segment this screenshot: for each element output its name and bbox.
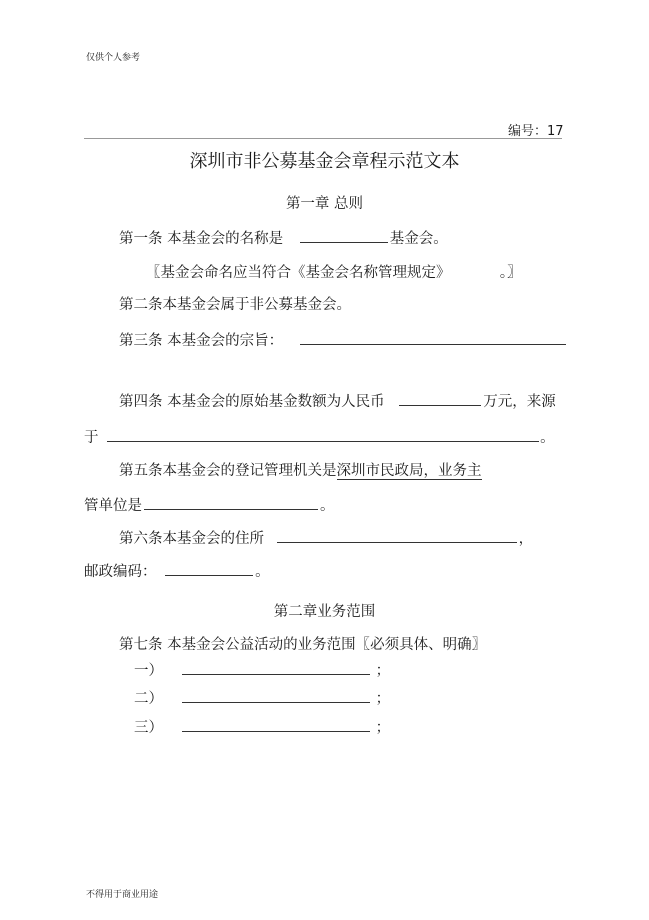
article-1-note-end: 。〗 — [499, 265, 522, 281]
article-1-note — [146, 261, 521, 282]
business-scope-item-suffix: ； — [375, 691, 391, 707]
article-1-prefix: 第一条 本基金会的名称是 — [119, 231, 284, 247]
article-6-line2-suffix: 。 — [255, 564, 270, 580]
article-4-line2 — [84, 426, 555, 447]
chapter2-heading: 第二章业务范围 — [273, 604, 376, 620]
article-5-line2-prefix: 管单位是 — [84, 498, 142, 514]
footer-note: 不得用于商业用途 — [86, 890, 159, 900]
article-4-prefix: 第四条 本基金会的原始基金数额为人民币 — [119, 394, 385, 410]
article-5-line2 — [84, 494, 335, 515]
foundation-name-blank[interactable] — [300, 228, 388, 243]
business-scope-item-label: 一） — [134, 663, 163, 679]
header-divider — [84, 138, 562, 139]
supervisory-unit-blank[interactable] — [144, 495, 318, 510]
fund-source-blank[interactable] — [107, 427, 539, 442]
article-4-line2-prefix: 于 — [84, 430, 99, 446]
serial-number: 编号：17 — [508, 124, 564, 139]
business-scope-item — [134, 716, 390, 737]
purpose-blank[interactable] — [300, 330, 566, 345]
article-2: 第二条本基金会属于非公募基金会。 — [119, 297, 351, 313]
business-scope-item-label: 二） — [134, 691, 163, 707]
registration-authority: 深圳市民政局，业务主 — [336, 463, 482, 479]
article-6-line2 — [84, 560, 270, 581]
article-6-line2-prefix: 邮政编码： — [84, 564, 157, 580]
article-1-suffix: 基金会。 — [389, 231, 448, 247]
chapter1-heading: 第一章 总则 — [285, 196, 364, 212]
business-scope-item-suffix: ； — [375, 720, 391, 736]
document-title: 深圳市非公募基金会章程示范文本 — [189, 151, 460, 172]
business-scope-item — [134, 687, 390, 708]
article-4-line2-suffix: 。 — [540, 430, 555, 446]
article-5-prefix: 第五条本基金会的登记管理机关是 — [119, 463, 337, 479]
postal-code-blank[interactable] — [165, 561, 253, 576]
business-scope-blank-2[interactable] — [182, 688, 370, 703]
article-5 — [119, 459, 482, 480]
address-blank[interactable] — [277, 528, 517, 543]
article-1 — [119, 227, 448, 248]
article-6 — [119, 527, 533, 548]
article-4-suffix: 万元，来源 — [483, 394, 556, 410]
business-scope-item-suffix: ； — [375, 663, 391, 679]
article-1-note-text: 〖基金会命名应当符合《基金会名称管理规定》 — [146, 265, 451, 281]
article-7: 第七条 本基金会公益活动的业务范围〖必须具体、明确〗 — [119, 637, 487, 653]
article-3-prefix: 第三条 本基金会的宗旨： — [119, 333, 284, 349]
original-fund-amount-blank[interactable] — [399, 391, 481, 406]
business-scope-item-label: 三） — [134, 720, 163, 736]
header-note: 仅供个人参考 — [86, 53, 141, 63]
business-scope-blank-1[interactable] — [182, 660, 370, 675]
article-4 — [119, 390, 556, 411]
article-5-line2-suffix: 。 — [320, 498, 335, 514]
business-scope-item — [134, 659, 390, 680]
article-6-prefix: 第六条本基金会的住所 — [119, 531, 264, 547]
article-3 — [119, 329, 566, 350]
article-6-suffix: ， — [518, 531, 534, 547]
business-scope-blank-3[interactable] — [182, 717, 370, 732]
